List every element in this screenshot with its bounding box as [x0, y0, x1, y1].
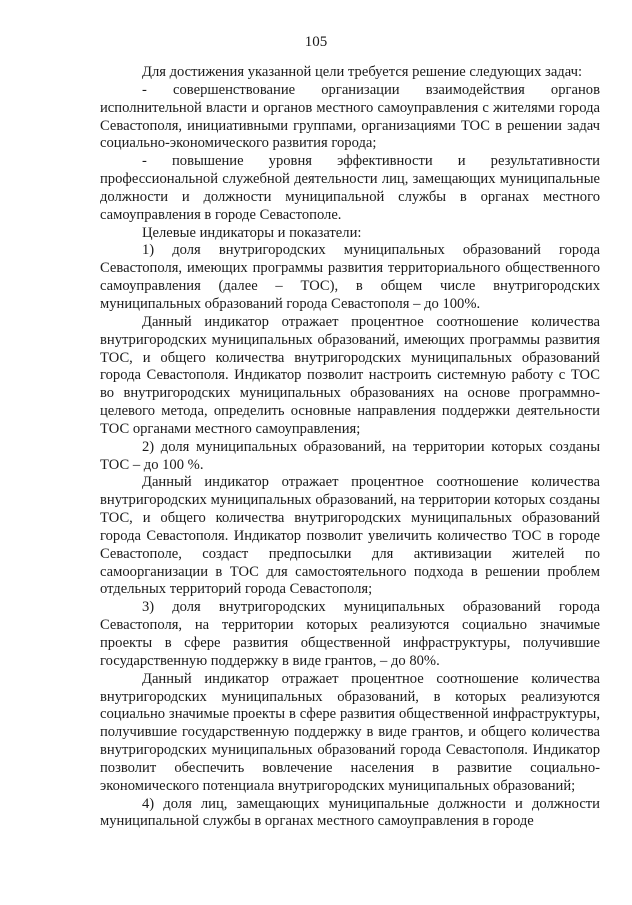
paragraph-tasks-intro: Для достижения указанной цели требуется решение следующих задач: — [142, 64, 583, 80]
paragraph-indicator-3-description: Данный индикатор отражает процентное соотношение количества внутригородских муниципальных образований, в которых реализуются социально значимые проекты в сфере развития общественной инфраструктуры, получившие государственную поддержку в виде грантов, и общего количества внутригородских муниципальных образований города Севастополя. Индикатор позволит обеспечить вовлечение населения в развитие социально-экономического потенциала внутригородских муниципальных образований; — [100, 670, 600, 794]
paragraph-indicator-1: 1) доля внутригородских муниципальных образований города Севастополя, имеющих программы развития территориального общественного самоуправления (далее – ТОС), в общем числе внутригородских муниципальных образований города Севастополя – до 100%. — [100, 242, 600, 312]
paragraph-indicator-3: 3) доля внутригородских муниципальных образований города Севастополя, на территории которых реализуются социально значимые проекты в сфере развития общественной инфраструктуры, получившие государственную поддержку в виде грантов, – до 80%. — [100, 599, 600, 669]
paragraph-indicators-heading: Целевые индикаторы и показатели: — [142, 224, 362, 241]
paragraph-indicator-4: 4) доля лиц, замещающих муниципальные должности и должности муниципальной службы в органах местного самоуправления в городе — [100, 795, 600, 830]
paragraph-task-2: - повышение уровня эффективности и результативности профессиональной служебной деятельности лиц, замещающих муниципальные должности и должности муниципальной службы в органах местного самоуправления в городе Севастополе. — [100, 153, 600, 223]
paragraph-task-1: - совершенствование организации взаимодействия органов исполнительной власти и органов местного самоуправления с жителями города Севастополя, инициативными группами, организациями ТОС в решении задач социально-экономического развития города; — [100, 81, 600, 152]
page-number: 105 — [304, 34, 328, 50]
paragraph-indicator-1-description: Данный индикатор отражает процентное соотношение количества внутригородских муниципальных образований, имеющих программы развития ТОС, и общего количества внутригородских муниципальных образований города Севастополя. Индикатор позволит настроить системную работу с ТОС во внутригородских муниципальных образованиях на основе программно-целевого метода, определить основные направления поддержки деятельности ТОС органами местного самоуправления; — [100, 313, 600, 437]
paragraph-indicator-2: 2) доля муниципальных образований, на территории которых созданы ТОС – до 100 %. — [100, 438, 600, 473]
paragraph-indicator-2-description: Данный индикатор отражает процентное соотношение количества внутригородских муниципальных образований, на территории которых созданы ТОС, и общего количества внутригородских муниципальных образований города Севастополя. Индикатор позволит увеличить количество ТОС в городе Севастополе, создаст предпосылки для активизации жителей по самоорганизации в ТОС для самостоятельного подхода в решении проблем отдельных территорий города Севастополя; — [100, 474, 600, 598]
document-body — [100, 64, 600, 831]
